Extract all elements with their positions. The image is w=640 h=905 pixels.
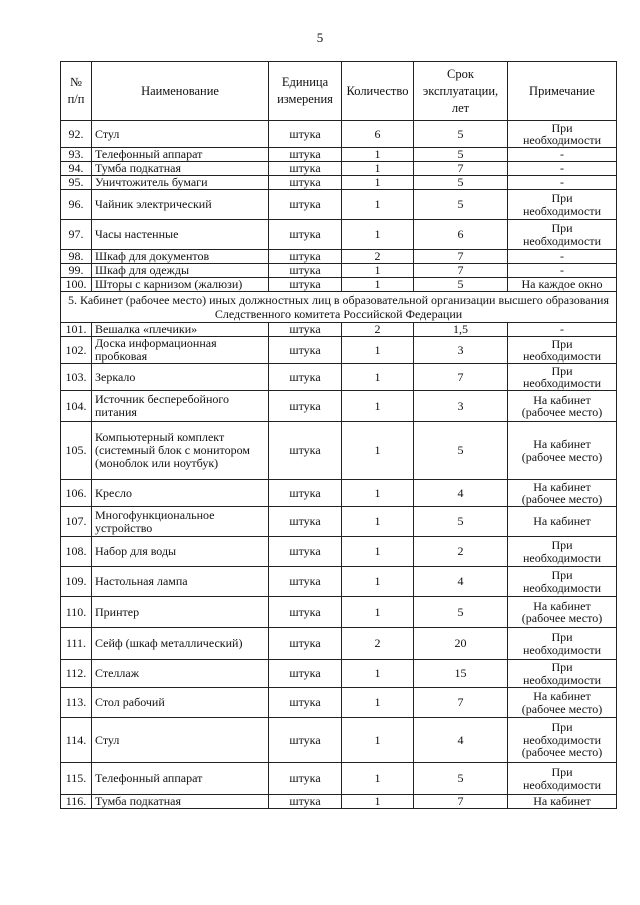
- row-quantity: 1: [342, 264, 414, 278]
- row-term: 3: [414, 391, 508, 422]
- row-unit: штука: [269, 763, 342, 795]
- row-note: При необходимости: [508, 628, 617, 660]
- row-quantity: 1: [342, 391, 414, 422]
- row-unit: штука: [269, 628, 342, 660]
- row-quantity: 2: [342, 628, 414, 660]
- table-row: [61, 121, 617, 148]
- row-number: 98.: [61, 250, 92, 264]
- table-row: [61, 176, 617, 190]
- row-quantity: 1: [342, 537, 414, 567]
- row-term: 4: [414, 718, 508, 763]
- header-note: Примечание: [508, 62, 617, 121]
- table-row: [61, 264, 617, 278]
- row-quantity: 1: [342, 688, 414, 718]
- row-name: Телефонный аппарат: [92, 763, 269, 795]
- row-note: На кабинет: [508, 795, 617, 809]
- row-quantity: 1: [342, 660, 414, 688]
- row-note: На кабинет (рабочее место): [508, 391, 617, 422]
- row-note: -: [508, 250, 617, 264]
- row-name: Уничтожитель бумаги: [92, 176, 269, 190]
- row-number: 101.: [61, 323, 92, 337]
- row-quantity: 1: [342, 480, 414, 507]
- row-quantity: 1: [342, 162, 414, 176]
- row-name: Стул: [92, 121, 269, 148]
- table-row: [61, 718, 617, 763]
- row-name: Стул: [92, 718, 269, 763]
- row-number: 115.: [61, 763, 92, 795]
- row-term: 1,5: [414, 323, 508, 337]
- row-quantity: 1: [342, 567, 414, 597]
- row-quantity: 1: [342, 422, 414, 480]
- table-row: [61, 567, 617, 597]
- row-number: 102.: [61, 337, 92, 364]
- row-number: 112.: [61, 660, 92, 688]
- row-note: -: [508, 148, 617, 162]
- row-note: При необходимости: [508, 337, 617, 364]
- row-name: Стол рабочий: [92, 688, 269, 718]
- row-quantity: 1: [342, 278, 414, 292]
- row-number: 103.: [61, 364, 92, 391]
- row-term: 4: [414, 480, 508, 507]
- row-note: -: [508, 264, 617, 278]
- header-unit: Единица измерения: [269, 62, 342, 121]
- row-note: При необходимости: [508, 763, 617, 795]
- row-unit: штука: [269, 337, 342, 364]
- page-number: 5: [316, 30, 324, 45]
- row-note: На кабинет: [508, 507, 617, 537]
- row-term: 5: [414, 507, 508, 537]
- row-unit: штука: [269, 537, 342, 567]
- row-term: 6: [414, 220, 508, 250]
- row-name: Шторы с карнизом (жалюзи): [92, 278, 269, 292]
- row-number: 110.: [61, 597, 92, 628]
- row-unit: штука: [269, 391, 342, 422]
- table-header-row: [61, 62, 617, 121]
- table-row: [61, 628, 617, 660]
- row-term: 7: [414, 264, 508, 278]
- table-row: [61, 795, 617, 809]
- row-term: 4: [414, 567, 508, 597]
- table-row: [61, 220, 617, 250]
- table-row: [61, 337, 617, 364]
- row-unit: штука: [269, 176, 342, 190]
- row-unit: штука: [269, 422, 342, 480]
- table-row: [61, 480, 617, 507]
- row-quantity: 1: [342, 337, 414, 364]
- row-quantity: 1: [342, 763, 414, 795]
- table-body-part-a: [61, 121, 617, 292]
- row-unit: штука: [269, 597, 342, 628]
- row-term: 15: [414, 660, 508, 688]
- row-note: На кабинет (рабочее место): [508, 688, 617, 718]
- table-row: [61, 323, 617, 337]
- row-name: Телефонный аппарат: [92, 148, 269, 162]
- row-number: 97.: [61, 220, 92, 250]
- table-row: [61, 391, 617, 422]
- row-quantity: 6: [342, 121, 414, 148]
- row-name: Тумба подкатная: [92, 162, 269, 176]
- row-note: -: [508, 162, 617, 176]
- row-term: 7: [414, 250, 508, 264]
- row-name: Вешалка «плечики»: [92, 323, 269, 337]
- row-number: 95.: [61, 176, 92, 190]
- row-quantity: 1: [342, 507, 414, 537]
- row-note: На каждое окно: [508, 278, 617, 292]
- row-term: 7: [414, 364, 508, 391]
- table-row: [61, 190, 617, 220]
- row-term: 5: [414, 176, 508, 190]
- row-note: На кабинет (рабочее место): [508, 422, 617, 480]
- table-body-part-b: [61, 323, 617, 809]
- table-row: [61, 688, 617, 718]
- row-name: Принтер: [92, 597, 269, 628]
- row-number: 92.: [61, 121, 92, 148]
- section-title: 5. Кабинет (рабочее место) иных должностных лиц в образовательной организации высшего образования Следственного комитета Российской Федерации: [61, 292, 617, 323]
- row-number: 113.: [61, 688, 92, 718]
- row-term: 5: [414, 763, 508, 795]
- row-note: -: [508, 176, 617, 190]
- row-term: 20: [414, 628, 508, 660]
- row-term: 5: [414, 121, 508, 148]
- row-term: 5: [414, 278, 508, 292]
- row-number: 108.: [61, 537, 92, 567]
- row-unit: штука: [269, 507, 342, 537]
- row-quantity: 1: [342, 364, 414, 391]
- row-note: При необходимости: [508, 121, 617, 148]
- row-name: Чайник электрический: [92, 190, 269, 220]
- row-term: 5: [414, 422, 508, 480]
- row-unit: штука: [269, 364, 342, 391]
- row-unit: штука: [269, 278, 342, 292]
- table-row: [61, 422, 617, 480]
- row-number: 100.: [61, 278, 92, 292]
- row-quantity: 1: [342, 795, 414, 809]
- row-unit: штука: [269, 718, 342, 763]
- row-unit: штука: [269, 323, 342, 337]
- row-name: Шкаф для одежды: [92, 264, 269, 278]
- row-name: Часы настенные: [92, 220, 269, 250]
- row-number: 114.: [61, 718, 92, 763]
- row-quantity: 1: [342, 148, 414, 162]
- row-unit: штука: [269, 121, 342, 148]
- row-note: На кабинет (рабочее место): [508, 480, 617, 507]
- row-term: 5: [414, 597, 508, 628]
- row-number: 111.: [61, 628, 92, 660]
- row-note: На кабинет (рабочее место): [508, 597, 617, 628]
- row-term: 7: [414, 795, 508, 809]
- row-note: При необходимости: [508, 190, 617, 220]
- row-number: 106.: [61, 480, 92, 507]
- section-row: [61, 292, 617, 323]
- row-number: 99.: [61, 264, 92, 278]
- row-term: 5: [414, 190, 508, 220]
- row-term: 5: [414, 148, 508, 162]
- row-quantity: 2: [342, 323, 414, 337]
- row-unit: штука: [269, 688, 342, 718]
- row-unit: штука: [269, 148, 342, 162]
- row-name: Доска информационная пробковая: [92, 337, 269, 364]
- row-term: 7: [414, 162, 508, 176]
- row-note: -: [508, 323, 617, 337]
- row-quantity: 1: [342, 176, 414, 190]
- table-row: [61, 162, 617, 176]
- row-unit: штука: [269, 795, 342, 809]
- table-row: [61, 763, 617, 795]
- row-quantity: 1: [342, 190, 414, 220]
- row-number: 109.: [61, 567, 92, 597]
- row-unit: штука: [269, 480, 342, 507]
- row-term: 3: [414, 337, 508, 364]
- row-unit: штука: [269, 190, 342, 220]
- row-unit: штука: [269, 660, 342, 688]
- table-row: [61, 278, 617, 292]
- row-unit: штука: [269, 250, 342, 264]
- table-row: [61, 507, 617, 537]
- row-number: 94.: [61, 162, 92, 176]
- row-number: 105.: [61, 422, 92, 480]
- row-note: При необходимости: [508, 364, 617, 391]
- row-name: Стеллаж: [92, 660, 269, 688]
- row-name: Источник бесперебойного питания: [92, 391, 269, 422]
- row-number: 107.: [61, 507, 92, 537]
- row-unit: штука: [269, 220, 342, 250]
- row-unit: штука: [269, 264, 342, 278]
- row-number: 93.: [61, 148, 92, 162]
- row-term: 7: [414, 688, 508, 718]
- table-row: [61, 148, 617, 162]
- row-name: Зеркало: [92, 364, 269, 391]
- row-note: При необходимости: [508, 220, 617, 250]
- row-name: Тумба подкатная: [92, 795, 269, 809]
- equipment-table: [60, 61, 617, 809]
- table-row: [61, 597, 617, 628]
- row-quantity: 1: [342, 597, 414, 628]
- row-number: 96.: [61, 190, 92, 220]
- table-row: [61, 660, 617, 688]
- row-number: 104.: [61, 391, 92, 422]
- table-row: [61, 537, 617, 567]
- table-row: [61, 364, 617, 391]
- row-note: При необходимости: [508, 567, 617, 597]
- row-name: Набор для воды: [92, 537, 269, 567]
- row-name: Многофункциональное устройство: [92, 507, 269, 537]
- row-name: Компьютерный комплект (системный блок с монитором (моноблок или ноутбук): [92, 422, 269, 480]
- row-quantity: 1: [342, 220, 414, 250]
- row-note: При необходимости: [508, 537, 617, 567]
- row-term: 2: [414, 537, 508, 567]
- row-name: Настольная лампа: [92, 567, 269, 597]
- row-note: При необходимости (рабочее место): [508, 718, 617, 763]
- row-quantity: 2: [342, 250, 414, 264]
- header-qty: Количество: [342, 62, 414, 121]
- row-note: При необходимости: [508, 660, 617, 688]
- header-term: Срок эксплуатации, лет: [414, 62, 508, 121]
- row-name: Сейф (шкаф металлический): [92, 628, 269, 660]
- row-unit: штука: [269, 567, 342, 597]
- row-number: 116.: [61, 795, 92, 809]
- row-name: Шкаф для документов: [92, 250, 269, 264]
- table-row: [61, 250, 617, 264]
- row-quantity: 1: [342, 718, 414, 763]
- row-name: Кресло: [92, 480, 269, 507]
- header-num: № п/п: [61, 62, 92, 121]
- row-unit: штука: [269, 162, 342, 176]
- header-name: Наименование: [92, 62, 269, 121]
